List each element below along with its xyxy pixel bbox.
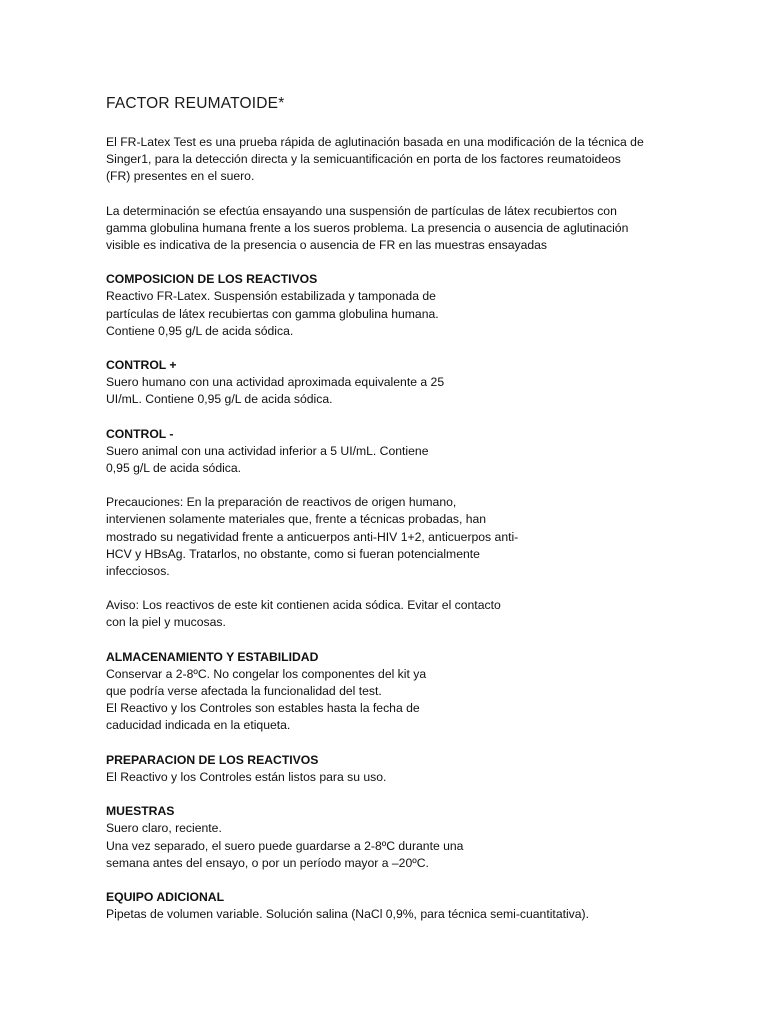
- principle-paragraph: [106, 203, 666, 255]
- precautions-line: Precauciones: En la preparación de reactivos de origen humano,: [106, 495, 457, 510]
- preparation-heading: PREPARACION DE LOS REACTIVOS: [106, 752, 319, 767]
- samples-heading: MUESTRAS: [106, 804, 175, 819]
- principle-line: gamma globulina humana frente a los sueros problema. La presencia o ausencia de aglutinación: [106, 220, 629, 235]
- composition-line: Contiene 0,95 g/L de acida sódica.: [106, 323, 294, 338]
- precautions-line: mostrado su negatividad frente a anticuerpos anti-HIV 1+2, anticuerpos anti-: [106, 529, 519, 544]
- intro-line: (FR) presentes en el suero.: [106, 169, 255, 184]
- principle-line: La determinación se efectúa ensayando una suspensión de partículas de látex recubiertos con: [106, 203, 617, 218]
- preparation-section: [106, 752, 666, 786]
- intro-line: El FR-Latex Test es una prueba rápida de aglutinación basada en una modificación de la técnica de: [106, 135, 644, 149]
- precautions-line: infecciosos.: [106, 564, 170, 579]
- samples-line: Una vez separado, el suero puede guardarse a 2-8ºC durante una: [106, 838, 464, 853]
- document-title: FACTOR REUMATOIDE*: [106, 95, 285, 112]
- warning-line: con la piel y mucosas.: [106, 615, 226, 630]
- composition-line: partículas de látex recubiertas con gamma globulina humana.: [106, 306, 439, 321]
- precautions-line: HCV y HBsAg. Tratarlos, no obstante, como si fueran potencialmente: [106, 546, 480, 561]
- control-negative-line: 0,95 g/L de acida sódica.: [106, 461, 242, 476]
- samples-line: semana antes del ensayo, o por un período mayor a –20ºC.: [106, 855, 429, 870]
- equipment-heading: EQUIPO ADICIONAL: [106, 889, 225, 904]
- storage-line: caducidad indicada en la etiqueta.: [106, 718, 291, 733]
- storage-heading: ALMACENAMIENTO Y ESTABILIDAD: [106, 649, 319, 664]
- preparation-line: El Reactivo y los Controles están listos para su uso.: [106, 769, 387, 784]
- equipment-section: [106, 889, 666, 923]
- precautions-line: intervienen solamente materiales que, frente a técnicas probadas, han: [106, 512, 487, 527]
- intro-line: Singer1, para la detección directa y la semicuantificación en porta de los factores reumatoideos: [106, 152, 621, 167]
- document-page: [106, 94, 666, 940]
- samples-section: [106, 803, 666, 872]
- control-negative-line: Suero animal con una actividad inferior a 5 UI/mL. Contiene: [106, 443, 429, 458]
- intro-paragraph: [106, 134, 666, 186]
- storage-section: [106, 649, 666, 735]
- storage-line: El Reactivo y los Controles son estables hasta la fecha de: [106, 701, 420, 716]
- warning-paragraph: [106, 597, 666, 631]
- equipment-line: Pipetas de volumen variable. Solución salina (NaCl 0,9%, para técnica semi-cuantitativa).: [106, 907, 590, 922]
- principle-line: visible es indicativa de la presencia o ausencia de FR en las muestras ensayadas: [106, 238, 548, 253]
- composition-section: [106, 271, 666, 340]
- control-positive-section: [106, 357, 666, 409]
- composition-line: Reactivo FR-Latex. Suspensión estabilizada y tamponada de: [106, 289, 436, 304]
- control-positive-line: UI/mL. Contiene 0,95 g/L de acida sódica.: [106, 392, 333, 407]
- control-positive-line: Suero humano con una actividad aproximada equivalente a 25: [106, 375, 445, 390]
- storage-line: Conservar a 2-8ºC. No congelar los componentes del kit ya: [106, 666, 427, 681]
- precautions-paragraph: [106, 494, 666, 580]
- control-positive-heading: CONTROL +: [106, 358, 177, 373]
- storage-line: que podría verse afectada la funcionalidad del test.: [106, 684, 382, 699]
- control-negative-section: [106, 426, 666, 478]
- samples-line: Suero claro, reciente.: [106, 821, 222, 836]
- control-negative-heading: CONTROL -: [106, 426, 174, 441]
- warning-line: Aviso: Los reactivos de este kit contienen acida sódica. Evitar el contacto: [106, 598, 501, 613]
- composition-heading: COMPOSICION DE LOS REACTIVOS: [106, 272, 318, 287]
